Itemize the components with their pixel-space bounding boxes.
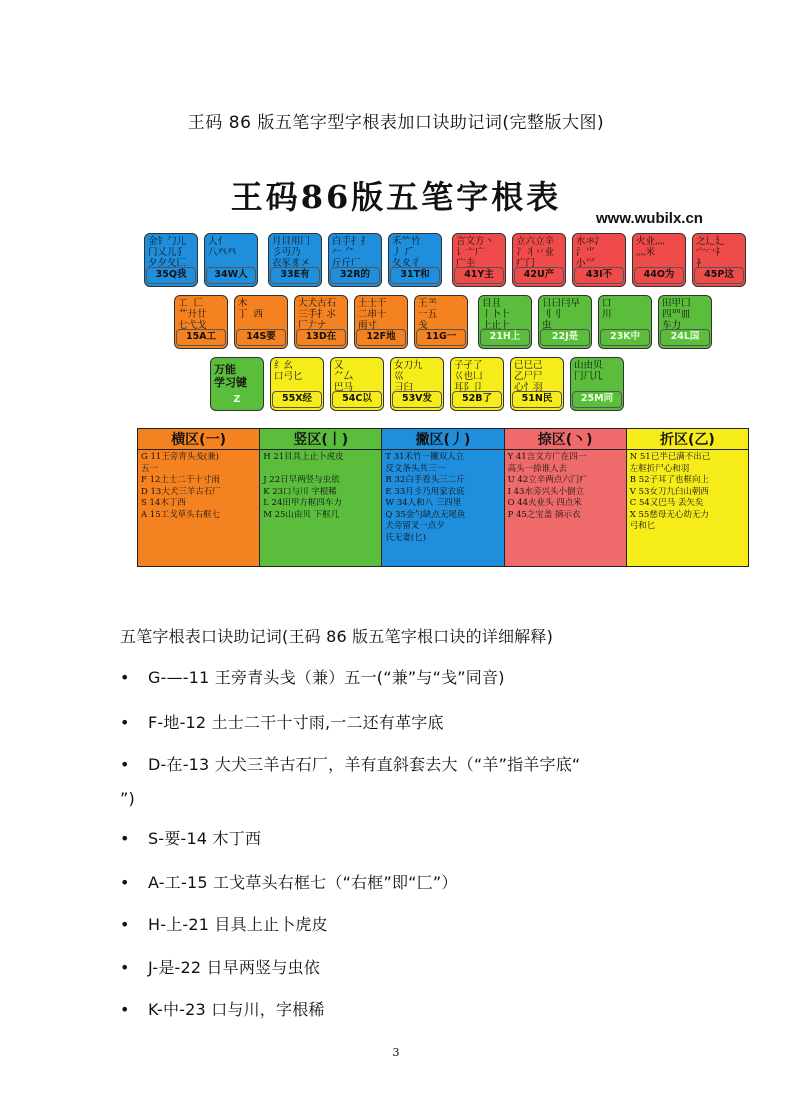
key-1-7 [512,233,566,287]
page-number: 3 [392,1046,400,1059]
key-3-3 [330,357,384,411]
mnemonic-item [120,997,325,1020]
key-1-4 [328,233,382,287]
bullet-icon: • [120,755,130,774]
key-code: 21H上 [480,329,530,346]
key-2-7 [538,295,592,349]
key-3-4 [390,357,444,411]
key-roots: 王⺷ 一五 戋 [418,298,438,331]
zones-table [137,428,749,567]
key-code: 23K中 [600,329,650,346]
key-code: 33E有 [270,267,320,284]
key-code: 42U产 [514,267,564,284]
key-2-8 [598,295,652,349]
zone-cell-3: T 31禾竹一撇双人立 反文条头共三一 R 32白手看头三二斤 E 33月彡乃用家衣底 W 34人和八 三四里 Q 35金勺缺点无尾鱼 犬旁留叉一点夕 氏无妻(匕) [382,450,504,567]
zone-cell-4: Y 41言文方广在四一 高头一捺谁人去 U 42立辛两点六门疒 I 43水旁兴头小倒立 O 44火业头 四点米 P 45之宝盖 摘示衣 [504,450,626,567]
key-code: 54C以 [332,391,382,408]
key-roots: 立六立辛 冫丬丷业 疒门 [516,236,555,269]
key-code: 12F地 [356,329,406,346]
key-2-6 [478,295,532,349]
key-roots: 子孑了 巜也凵 耳阝卩 [454,360,483,393]
key-roots: 火业⺣ 灬米 [636,236,665,258]
mnemonic-item [120,870,458,893]
mnemonic-item [120,912,328,935]
key-code: 53V发 [392,391,442,408]
key-2-3 [294,295,348,349]
zone-cell-5: N 51已半已满不出己 左框折尸心和羽 B 52子耳了也框向上 V 53女刀九臼山朝西 C 54又巴马 丢矢矣 X 55慈母无心幼无力 弓和匕 [626,450,748,567]
mnemonic-item [120,710,444,733]
bullet-icon: • [120,915,130,934]
key-code: 43I不 [574,267,624,284]
key-roots: 金钅勹儿 门乂儿犭 夕夕夂匚 [148,236,187,269]
key-code: 55X经 [272,391,322,408]
key-code: 41Y主 [454,267,504,284]
bullet-icon: • [120,668,130,687]
mnemonic-item [120,955,320,978]
key-roots: 言文方丶 讠亠广 广圭 [456,236,495,269]
bullet-icon: • [120,829,130,848]
key-3-1 [210,357,264,411]
mnemonic-text: K-中-23 口与川，字根稀 [148,1000,325,1019]
bullet-icon: • [120,958,130,977]
key-code: 22J是 [540,329,590,346]
key-code: Z [233,394,241,405]
key-roots: 口 川 [602,298,612,320]
key-2-5 [414,295,468,349]
zone-header-2: 竖区(丨) [260,429,382,450]
key-roots: 田甲囗 四罒皿 车力 [662,298,691,331]
key-1-3 [268,233,322,287]
key-roots: 女刀九 巛 彐臼 [394,360,423,393]
zone-header-3: 撇区(丿) [382,429,504,450]
mnemonic-continuation: ”) [120,789,135,808]
bullet-icon: • [120,713,130,732]
key-code: 25M同 [572,391,622,408]
key-1-8 [572,233,626,287]
mnemonic-text: D-在-13 大犬三羊古石厂，羊有直斜套去大（“羊”指羊字底“ [148,755,581,774]
key-roots: 目且 丨卜⺊ 上止⺊ [482,298,511,331]
key-code: 31T和 [390,267,440,284]
key-2-4 [354,295,408,349]
section-heading: 五笔字根表口诀助记词(王码 86 版五笔字根口诀的详细解释) [120,627,554,646]
key-roots: 土士干 二串十 雨寸 [358,298,387,331]
key-1-1 [144,233,198,287]
key-1-10 [692,233,746,287]
key-roots: 人亻 八癶癶 [208,236,237,258]
key-roots: 日曰冃早 刂⺉ 虫 [542,298,581,331]
mnemonic-item [120,665,505,688]
bullet-icon: • [120,1000,130,1019]
key-code: 15A工 [176,329,226,346]
key-code: 24L国 [660,329,710,346]
key-roots: 月目用冂 彡丏乃 衣豕豸㐅 [272,236,311,269]
key-2-1 [174,295,228,349]
key-code: 14S要 [236,329,286,346]
key-1-5 [388,233,442,287]
mnemonic-text: G-—-11 王旁青头戋（兼）五一(“兼”与“戋”同音) [148,668,505,687]
key-code: 51N民 [512,391,562,408]
mnemonic-text: A-工-15 工戈草头右框七（“右框”即“匚”） [148,873,458,892]
key-roots: 禾⺮竹 丿 𠂆 夂夊彳 [392,236,421,269]
mnemonic-text: F-地-12 土士二干十寸雨,一二还有革字底 [148,713,444,732]
mnemonic-item [120,826,261,849]
key-code: 44O为 [634,267,684,284]
website-url: www.wubilx.cn [596,210,703,227]
keyboard-title: 王码86版五笔字根表 [230,178,562,216]
mnemonic-item [120,752,580,775]
mnemonic-text: J-是-22 日早两竖与虫依 [148,958,320,977]
key-code: 11G一 [416,329,466,346]
key-roots: 白手扌⺘ 𠂉 ⺈ 斤斤厂 [332,236,371,269]
zone-header-1: 横区(一) [138,429,260,450]
mnemonic-text: S-要-14 木丁西 [148,829,262,848]
key-roots: 已巳己 乙尸尸 心忄羽 [514,360,543,393]
key-code: 52B了 [452,391,502,408]
key-2-9 [658,295,712,349]
zone-header-4: 捺区(丶) [504,429,626,450]
key-roots: 水氺⺡ 氵⺌ 小⺍ [576,236,605,269]
key-1-6 [452,233,506,287]
key-roots: 又 ⺈厶 巴马 [334,360,354,393]
key-roots: 纟幺 口弓匕 [274,360,303,382]
key-roots: 万能 学习键 [214,363,247,389]
zone-cell-1: G 11王旁青头戋(兼) 五一 F 12土士二干十寸雨 D 13大犬三羊古石厂 S 14木丁西 A 15工戈草头右框七 [138,450,260,567]
key-roots: 工 匚 艹廾廿 七弋戈 [178,298,207,331]
mnemonic-text: H-上-21 目具上止卜虎皮 [148,915,328,934]
key-2-2 [234,295,288,349]
key-1-9 [632,233,686,287]
zone-header-5: 折区(乙) [626,429,748,450]
key-roots: 之辶廴 宀冖礻 衤 [696,236,725,269]
key-3-2 [270,357,324,411]
key-3-5 [450,357,504,411]
page-title: 王码 86 版五笔字型字根表加口诀助记词(完整版大图) [187,113,605,133]
key-roots: 木 丁 西 [238,298,264,320]
key-code: 13D在 [296,329,346,346]
key-code: 32R的 [330,267,380,284]
key-code: 34W人 [206,267,256,284]
key-3-6 [510,357,564,411]
zones-header-row [138,429,749,450]
zone-cell-2: H 21目具上止卜虎皮 J 22日早两竖与虫依 K 23口与川 字根稀 L 24田甲方框四车力 M 25山由贝 下框几 [260,450,382,567]
key-code: 35Q我 [146,267,196,284]
bullet-icon: • [120,873,130,892]
key-1-2 [204,233,258,287]
key-roots: 大犬古石 三手⺘⺢ 厂𠂇ナ [298,298,337,331]
key-roots: 山由贝 冂⺇几 [574,360,603,382]
zones-body-row [138,450,749,567]
key-code: 45P这 [694,267,744,284]
key-3-7 [570,357,624,411]
